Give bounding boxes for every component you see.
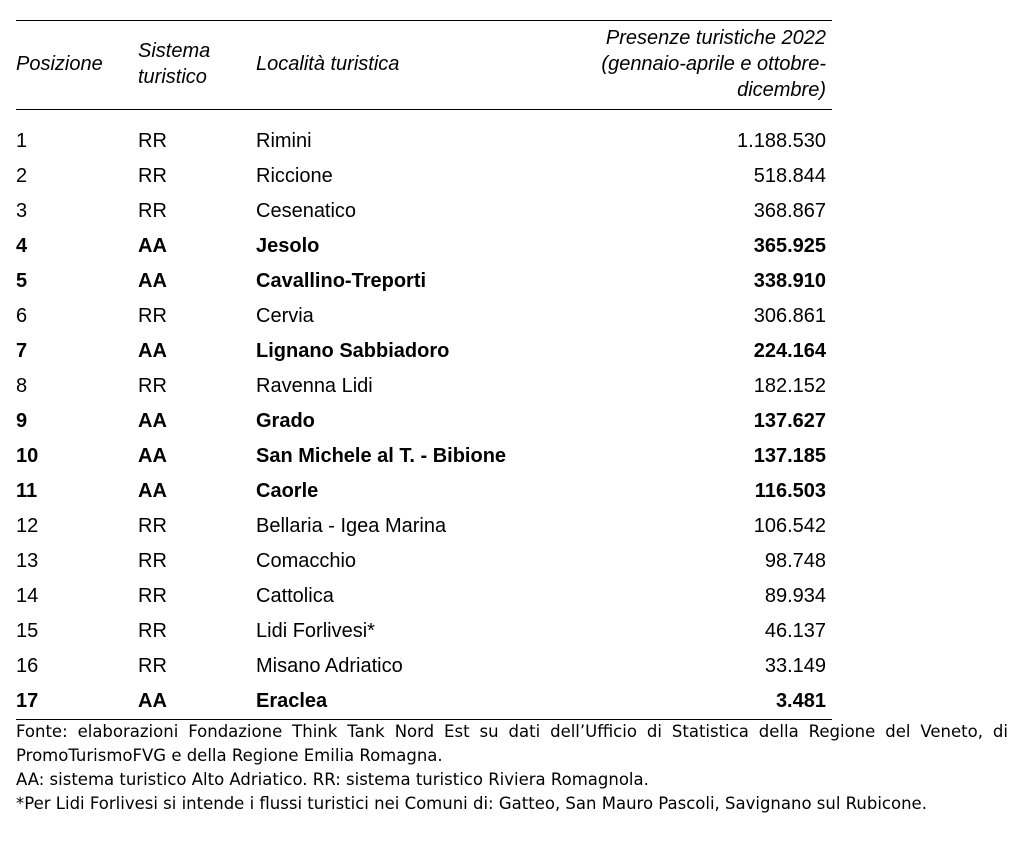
cell-presences: 137.627	[753, 410, 826, 432]
cell-position: 8	[16, 375, 28, 397]
cell-presences: 365.925	[753, 235, 826, 257]
cell-system: AA	[138, 480, 167, 502]
cell-position: 3	[16, 200, 28, 222]
table-row	[16, 334, 832, 369]
cell-locality: Riccione	[256, 165, 333, 187]
cell-locality: Cervia	[256, 305, 314, 327]
table-row	[16, 474, 832, 509]
table-row	[16, 369, 832, 404]
cell-position: 17	[16, 690, 39, 712]
tourism-presences-table	[16, 20, 832, 720]
cell-system: RR	[138, 515, 167, 537]
cell-system: RR	[138, 130, 167, 152]
cell-system: AA	[138, 445, 167, 467]
cell-presences: 46.137	[764, 620, 826, 642]
table-header	[16, 21, 832, 110]
cell-position: 5	[16, 270, 28, 292]
cell-presences: 116.503	[754, 480, 826, 502]
cell-system: RR	[138, 305, 167, 327]
cell-locality: Lidi Forlivesi*	[256, 620, 375, 642]
cell-position: 11	[16, 480, 38, 502]
cell-position: 4	[16, 235, 28, 257]
cell-system: RR	[138, 375, 167, 397]
header-position: Posizione	[16, 53, 103, 75]
table-row	[16, 579, 832, 614]
table-row	[16, 299, 832, 334]
cell-presences: 338.910	[753, 270, 826, 292]
cell-locality: Lignano Sabbiadoro	[256, 340, 450, 362]
table-row	[16, 264, 832, 299]
cell-locality: Misano Adriatico	[256, 655, 403, 677]
source-note: Fonte: elaborazioni Fondazione Think Tank Nord Est su dati dell’Ufficio di Statistica della Regione del Veneto, di PromoTurismoFVG e della Regione Emilia Romagna.	[16, 722, 1008, 765]
footnote: *Per Lidi Forlivesi si intende i flussi turistici nei Comuni di: Gatteo, San Mauro Pascoli, Savignano sul Rubicone.	[16, 794, 927, 813]
cell-system: AA	[138, 410, 167, 432]
header-presences: Presenze turistiche 2022 (gennaio-aprile e ottobre-dicembre)	[601, 27, 826, 101]
cell-position: 14	[16, 585, 39, 607]
cell-locality: Caorle	[256, 480, 319, 502]
cell-presences: 3.481	[775, 690, 826, 712]
table-row	[16, 509, 832, 544]
table-row	[16, 614, 832, 649]
cell-presences: 106.542	[753, 515, 826, 537]
table-row	[16, 404, 832, 439]
tourism-table-container	[16, 20, 832, 720]
cell-locality: Cavallino-Treporti	[256, 270, 427, 292]
cell-system: RR	[138, 550, 167, 572]
table-row	[16, 684, 832, 720]
cell-locality: Comacchio	[256, 550, 357, 572]
table-notes	[16, 720, 1008, 816]
cell-locality: Cesenatico	[256, 200, 357, 222]
cell-system: RR	[138, 165, 167, 187]
cell-system: AA	[138, 690, 167, 712]
cell-presences: 518.844	[753, 165, 826, 187]
table-row	[16, 110, 832, 160]
cell-position: 12	[16, 515, 39, 537]
cell-presences: 89.934	[764, 585, 826, 607]
cell-position: 6	[16, 305, 28, 327]
header-locality: Località turistica	[256, 53, 400, 75]
legend-note: AA: sistema turistico Alto Adriatico. RR: sistema turistico Riviera Romagnola.	[16, 770, 649, 789]
cell-locality: Cattolica	[256, 585, 334, 607]
cell-system: RR	[138, 585, 167, 607]
header-row	[16, 21, 832, 110]
table-row	[16, 229, 832, 264]
table-body	[16, 110, 832, 720]
cell-system: AA	[138, 270, 167, 292]
table-row	[16, 544, 832, 579]
cell-position: 1	[16, 130, 28, 152]
cell-position: 13	[16, 550, 39, 572]
cell-locality: San Michele al T. - Bibione	[256, 445, 507, 467]
cell-presences: 33.149	[764, 655, 826, 677]
cell-system: AA	[138, 235, 167, 257]
header-system: Sistema turistico	[138, 40, 211, 88]
cell-presences: 306.861	[753, 305, 826, 327]
cell-presences: 224.164	[753, 340, 826, 362]
cell-locality: Bellaria - Igea Marina	[256, 515, 447, 537]
cell-presences: 182.152	[753, 375, 826, 397]
cell-position: 16	[16, 655, 39, 677]
cell-position: 10	[16, 445, 39, 467]
cell-presences: 368.867	[753, 200, 826, 222]
cell-locality: Rimini	[256, 130, 312, 152]
cell-presences: 1.188.530	[737, 130, 826, 152]
cell-locality: Jesolo	[256, 235, 320, 257]
cell-position: 7	[16, 340, 28, 362]
table-row	[16, 194, 832, 229]
cell-position: 15	[16, 620, 39, 642]
cell-presences: 137.185	[753, 445, 826, 467]
cell-locality: Grado	[256, 410, 315, 432]
cell-position: 2	[16, 165, 28, 187]
cell-locality: Ravenna Lidi	[256, 375, 373, 397]
cell-system: RR	[138, 620, 167, 642]
cell-position: 9	[16, 410, 28, 432]
cell-presences: 98.748	[764, 550, 826, 572]
table-row	[16, 649, 832, 684]
cell-system: AA	[138, 340, 167, 362]
cell-system: RR	[138, 655, 167, 677]
table-row	[16, 159, 832, 194]
cell-system: RR	[138, 200, 167, 222]
cell-locality: Eraclea	[256, 690, 328, 712]
table-row	[16, 439, 832, 474]
